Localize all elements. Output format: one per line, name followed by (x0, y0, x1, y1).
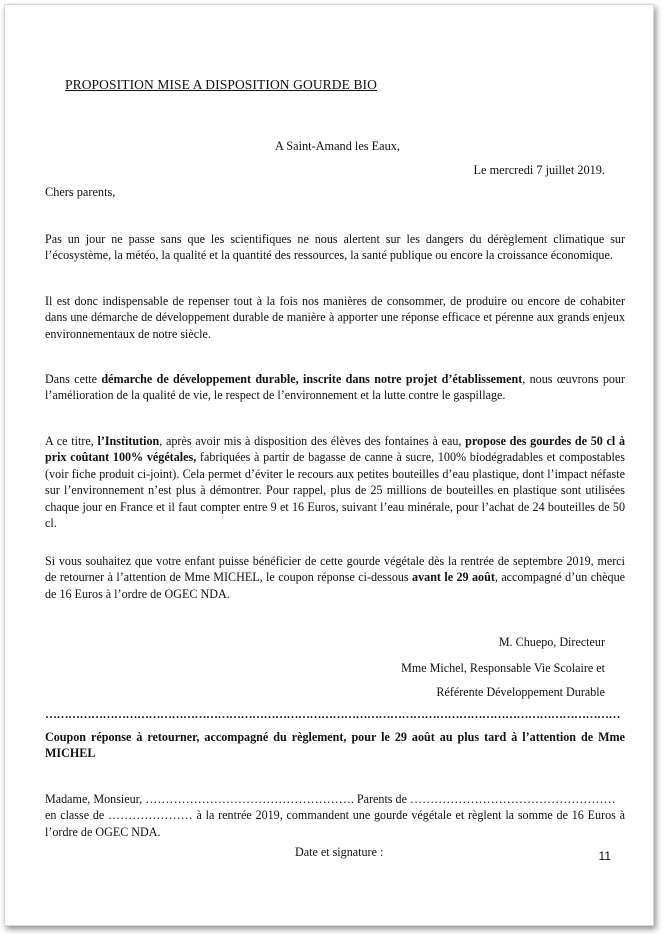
location-line: A Saint-Amand les Eaux, (275, 139, 400, 153)
cut-separator: …………………………………………………………………………………………………………………………………… (45, 707, 620, 721)
paragraph-sustainable: Dans cette démarche de développement durable, inscrite dans notre projet d’établissement, nous œuvrons pour l’amélioration de la qualité de vie, le respect de l’environnement et la lutte contre le gaspillage. (45, 372, 626, 403)
signature-referent: Référente Développement Durable (436, 685, 605, 699)
form-line-class: en classe de ………………… à la rentrée 2019, commandent une gourde végétale et règlent la somme de 16 Euros à l’ordre de OGEC NDA. (45, 808, 625, 839)
bold-gourd-offer: propose des gourdes de 50 cl à prix coûtant 100% végétales, (45, 434, 625, 465)
form-line-parents: Madame, Monsieur, ……………………………………………. Parents de …………………………………………… (45, 792, 616, 806)
document-title: PROPOSITION MISE A DISPOSITION GOURDE BIO (65, 77, 378, 92)
signature-michel: Mme Michel, Responsable Vie Scolaire et (401, 661, 605, 675)
paragraph-climate: Pas un jour ne passe sans que les scientifiques ne nous alertent sur les dangers du dérèglement climatique sur l’écosystème, la météo, la qualité et la quantité des ressources, la santé publique ou encore la croissance économique. (45, 232, 625, 263)
paragraph-return-coupon: Si vous souhaitez que votre enfant puisse bénéficier de cette gourde végétale dès la rentrée de septembre 2019, merci de retourner à l’attention de Mme MICHEL, le coupon réponse ci-dessous avant le 29 août, accompagné d’un chèque de 16 Euros à l’ordre de OGEC NDA. (45, 554, 625, 601)
bold-institution: l’Institution (97, 434, 160, 448)
date-signature-label: Date et signature : (295, 845, 384, 859)
page-number: 11 (598, 849, 611, 863)
bold-deadline: avant le 29 août (412, 570, 495, 585)
coupon-title: Coupon réponse à retourner, accompagné du règlement, pour le 29 août au plus tard à l’attention de Mme MICHEL (45, 730, 625, 761)
date-line: Le mercredi 7 juillet 2019. (473, 163, 605, 177)
paragraph-rethink: Il est donc indispensable de repenser tout à la fois nos manières de consommer, de produire ou encore de cohabiter dans une démarche de développement durable de manière à apporter une réponse efficace et pérenne aux grands enjeux environnementaux de notre siècle. (45, 294, 625, 341)
signature-director: M. Chuepo, Directeur (498, 635, 605, 649)
document-page (4, 4, 654, 926)
paragraph-gourd-offer: A ce titre, l’Institution, après avoir mis à disposition des élèves des fontaines à eau, propose des gourdes de 50 cl à prix coûtant 100% végétales, fabriquées à partir de bagasse de canne à sucre, 100% biodégradables et compostables (voir fiche produit ci-joint). Cela permet d’éviter le recours aux petites bouteilles d’eau plastique, dont l’impact néfaste sur l’environnement n’est plus à démontrer. Pour rappel, plus de 25 millions de bouteilles en plastique sont utilisées chaque jour en France et il faut compter entre 9 et 16 Euros, suivant l’eau minérale, pour l’achat de 24 bouteilles de 50 cl. (45, 434, 625, 531)
salutation: Chers parents, (45, 185, 116, 199)
bold-sustainable: démarche de développement durable, inscrite dans notre projet d’établissement (101, 372, 523, 386)
